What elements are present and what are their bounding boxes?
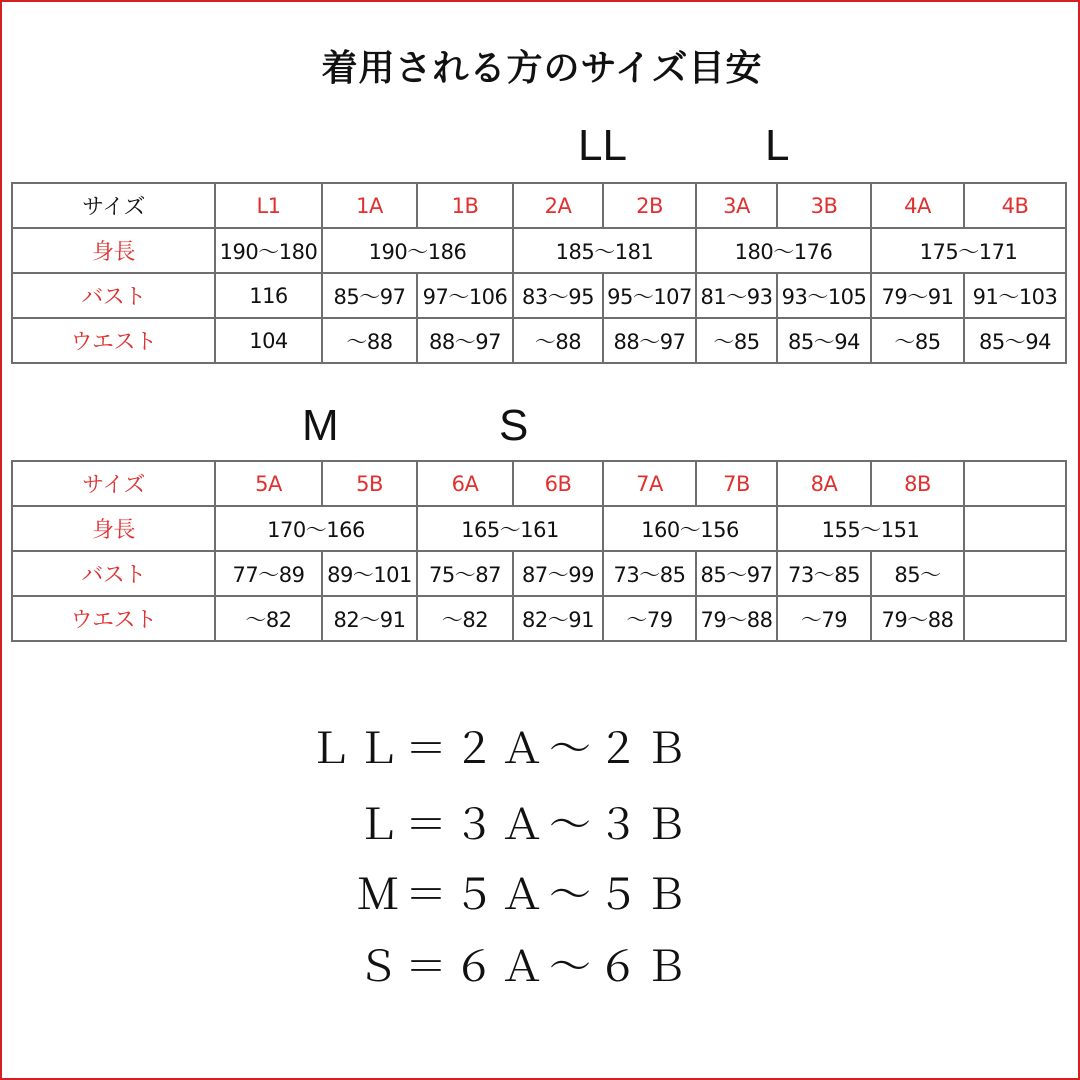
bust-cell: 97〜106 bbox=[417, 273, 513, 318]
height-cell: 170〜166 bbox=[215, 506, 417, 551]
size-code-cell: 1B bbox=[417, 183, 513, 228]
table-row-waist bbox=[12, 596, 1066, 641]
legend-line-s: Ｓ＝６Ａ〜６Ｂ bbox=[356, 942, 693, 991]
table-row-waist bbox=[12, 318, 1066, 363]
size-code-cell: 6A bbox=[417, 461, 513, 506]
waist-cell: 79〜88 bbox=[696, 596, 777, 641]
bust-cell: 75〜87 bbox=[417, 551, 513, 596]
size-code-cell: 6B bbox=[513, 461, 603, 506]
bust-cell: 73〜85 bbox=[603, 551, 696, 596]
waist-cell: 104 bbox=[215, 318, 322, 363]
row-header-size: サイズ bbox=[12, 461, 215, 506]
waist-cell: 〜85 bbox=[696, 318, 777, 363]
table-row-height bbox=[12, 506, 1066, 551]
bust-cell: 89〜101 bbox=[322, 551, 417, 596]
size-mark-s: S bbox=[499, 401, 529, 450]
height-cell: 190〜180 bbox=[215, 228, 322, 273]
waist-cell: 〜88 bbox=[513, 318, 603, 363]
size-code-cell: 1A bbox=[322, 183, 417, 228]
row-header-size: サイズ bbox=[12, 183, 215, 228]
table-row-size bbox=[12, 183, 1066, 228]
height-cell: 155〜151 bbox=[777, 506, 964, 551]
bust-cell: 81〜93 bbox=[696, 273, 777, 318]
waist-cell: 〜88 bbox=[322, 318, 417, 363]
waist-cell: 88〜97 bbox=[603, 318, 696, 363]
table-row-size bbox=[12, 461, 1066, 506]
height-cell: 165〜161 bbox=[417, 506, 603, 551]
size-mark-l: L bbox=[765, 121, 790, 170]
empty-cell bbox=[964, 596, 1066, 641]
bust-cell: 116 bbox=[215, 273, 322, 318]
size-code-cell: 5A bbox=[215, 461, 322, 506]
size-table-large bbox=[11, 182, 1067, 364]
waist-cell: 〜79 bbox=[603, 596, 696, 641]
row-header-waist: ウエスト bbox=[12, 318, 215, 363]
waist-cell: 79〜88 bbox=[871, 596, 964, 641]
height-cell: 180〜176 bbox=[696, 228, 871, 273]
height-cell: 160〜156 bbox=[603, 506, 777, 551]
row-header-bust: バスト bbox=[12, 273, 215, 318]
waist-cell: 82〜91 bbox=[322, 596, 417, 641]
waist-cell: 〜85 bbox=[871, 318, 964, 363]
size-code-cell: 7A bbox=[603, 461, 696, 506]
size-code-cell: 3B bbox=[777, 183, 871, 228]
table-row-bust bbox=[12, 551, 1066, 596]
empty-cell bbox=[964, 506, 1066, 551]
bust-cell: 77〜89 bbox=[215, 551, 322, 596]
bust-cell: 85〜 bbox=[871, 551, 964, 596]
size-code-cell: 2A bbox=[513, 183, 603, 228]
size-code-cell: 4B bbox=[964, 183, 1066, 228]
waist-cell: 85〜94 bbox=[964, 318, 1066, 363]
bust-cell: 85〜97 bbox=[322, 273, 417, 318]
size-code-cell: 8B bbox=[871, 461, 964, 506]
legend-line-m: Ｍ＝５Ａ〜５Ｂ bbox=[356, 870, 693, 919]
size-mark-m: M bbox=[302, 401, 339, 450]
bust-cell: 83〜95 bbox=[513, 273, 603, 318]
legend-line-ll: ＬＬ＝２Ａ〜２Ｂ bbox=[308, 724, 693, 773]
table-row-bust bbox=[12, 273, 1066, 318]
row-header-height: 身長 bbox=[12, 228, 215, 273]
page-title: 着用される方のサイズ目安 bbox=[321, 48, 763, 89]
waist-cell: 85〜94 bbox=[777, 318, 871, 363]
row-header-waist: ウエスト bbox=[12, 596, 215, 641]
size-mark-ll: LL bbox=[578, 121, 627, 170]
legend-line-l: Ｌ＝３Ａ〜３Ｂ bbox=[356, 800, 693, 849]
row-header-bust: バスト bbox=[12, 551, 215, 596]
size-code-cell: 2B bbox=[603, 183, 696, 228]
bust-cell: 91〜103 bbox=[964, 273, 1066, 318]
bust-cell: 79〜91 bbox=[871, 273, 964, 318]
table-row-height bbox=[12, 228, 1066, 273]
size-code-cell: 7B bbox=[696, 461, 777, 506]
waist-cell: 〜82 bbox=[417, 596, 513, 641]
waist-cell: 〜82 bbox=[215, 596, 322, 641]
empty-cell bbox=[964, 461, 1066, 506]
bust-cell: 73〜85 bbox=[777, 551, 871, 596]
bust-cell: 93〜105 bbox=[777, 273, 871, 318]
bust-cell: 95〜107 bbox=[603, 273, 696, 318]
size-code-cell: 5B bbox=[322, 461, 417, 506]
waist-cell: 82〜91 bbox=[513, 596, 603, 641]
size-code-cell: L1 bbox=[215, 183, 322, 228]
row-header-height: 身長 bbox=[12, 506, 215, 551]
size-code-cell: 8A bbox=[777, 461, 871, 506]
height-cell: 175〜171 bbox=[871, 228, 1066, 273]
bust-cell: 85〜97 bbox=[696, 551, 777, 596]
empty-cell bbox=[964, 551, 1066, 596]
height-cell: 185〜181 bbox=[513, 228, 696, 273]
waist-cell: 88〜97 bbox=[417, 318, 513, 363]
height-cell: 190〜186 bbox=[322, 228, 513, 273]
size-code-cell: 4A bbox=[871, 183, 964, 228]
size-table-small bbox=[11, 460, 1067, 642]
size-code-cell: 3A bbox=[696, 183, 777, 228]
waist-cell: 〜79 bbox=[777, 596, 871, 641]
bust-cell: 87〜99 bbox=[513, 551, 603, 596]
